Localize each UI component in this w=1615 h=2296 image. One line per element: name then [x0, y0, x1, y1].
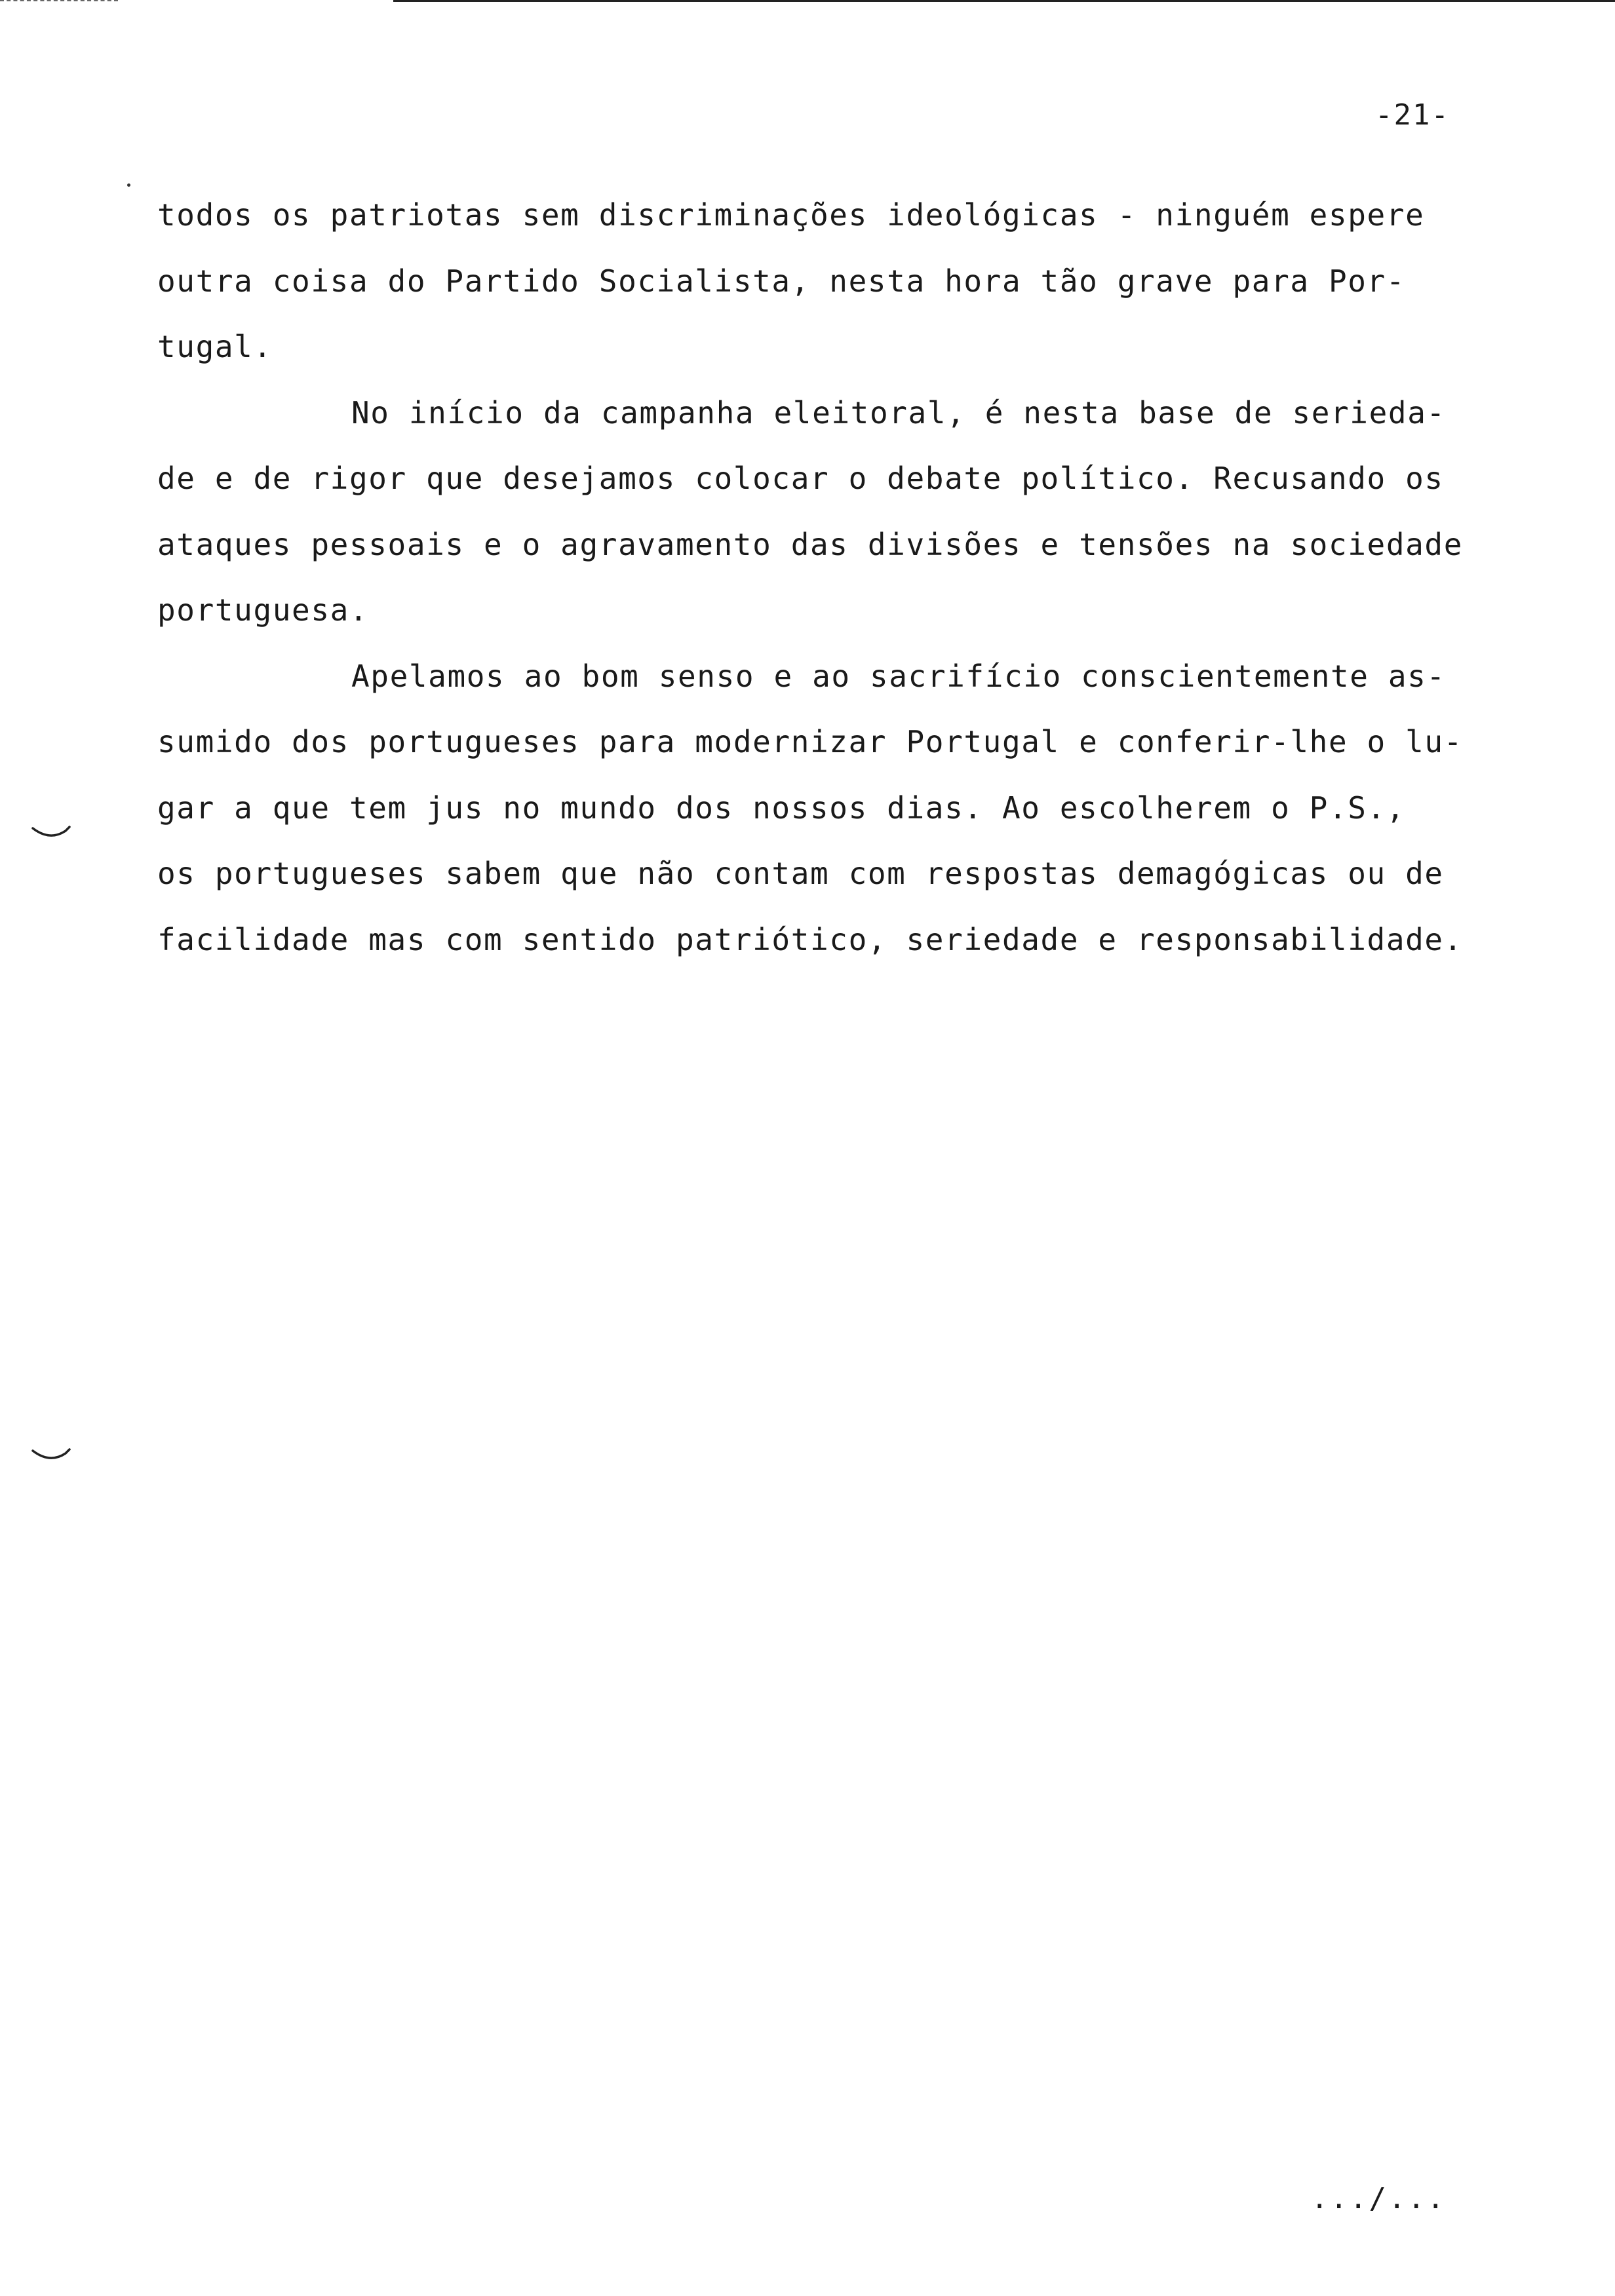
- top-left-dashed-rule: [0, 0, 118, 1]
- text-line: gar a que tem jus no mundo dos nossos dias. Ao escolherem o P.S.,: [157, 790, 1406, 826]
- continuation-marker: .../...: [1311, 2182, 1447, 2215]
- ink-speck: [127, 183, 130, 187]
- page-number: -21-: [1375, 98, 1450, 132]
- paragraph-start-line: No início da campanha eleitoral, é nesta base de serieda-: [351, 394, 1446, 430]
- text-line: outra coisa do Partido Socialista, nesta hora tão grave para Por-: [157, 263, 1406, 299]
- text-line: os portugueses sabem que não contam com respostas demagógicas ou de: [157, 856, 1444, 891]
- body-text: [157, 182, 1494, 972]
- binder-hole-mark-icon: [31, 824, 71, 844]
- text-line: tugal.: [157, 329, 273, 364]
- binder-hole-mark-icon: [31, 1447, 71, 1466]
- text-line: ataques pessoais e o agravamento das divisões e tensões na sociedade: [157, 526, 1464, 562]
- text-line: portuguesa.: [157, 592, 369, 628]
- text-line: de e de rigor que desejamos colocar o debate político. Recusando os: [157, 461, 1444, 496]
- top-rule: [393, 0, 1615, 2]
- text-line: todos os patriotas sem discriminações ideológicas - ninguém espere: [157, 197, 1425, 233]
- text-line: sumido dos portugueses para modernizar Portugal e conferir-lhe o lu-: [157, 724, 1464, 759]
- paragraph-start-line: Apelamos ao bom senso e ao sacrifício conscientemente as-: [351, 658, 1446, 694]
- text-line: facilidade mas com sentido patriótico, seriedade e responsabilidade.: [157, 921, 1464, 957]
